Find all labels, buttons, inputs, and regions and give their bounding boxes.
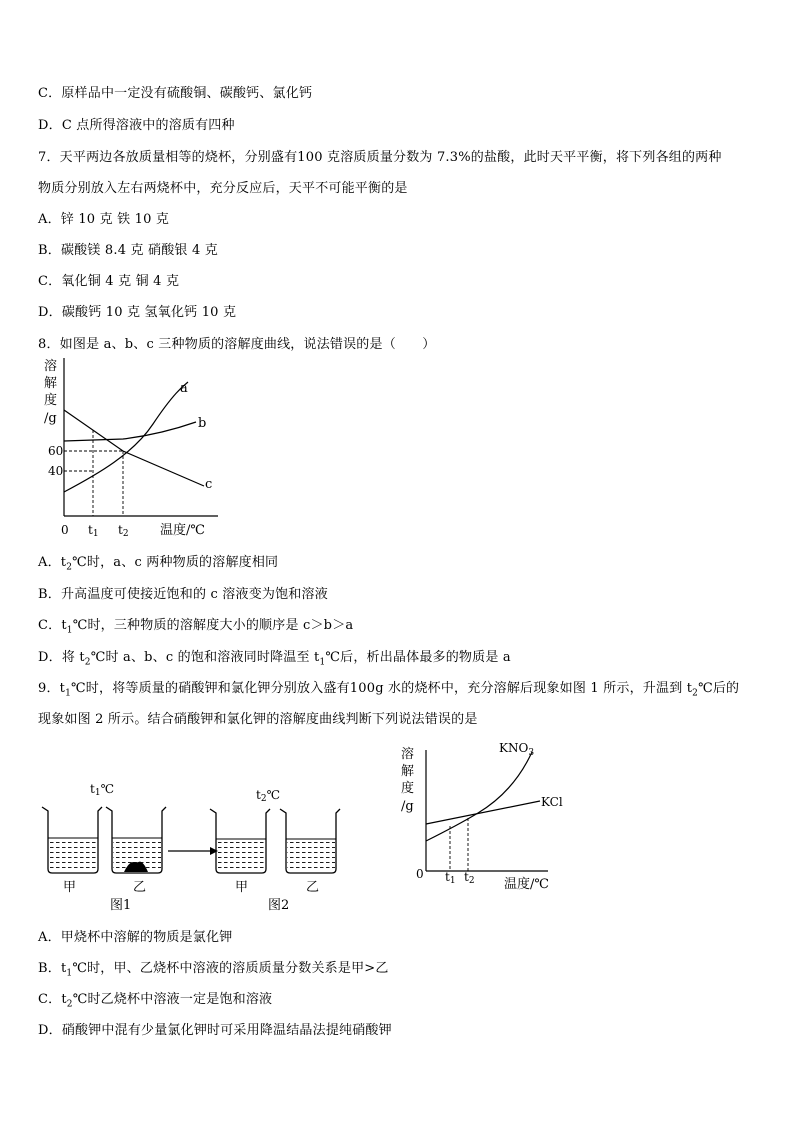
q9-ylabel-2: 解 bbox=[401, 764, 415, 779]
fig1-caption: 图1 bbox=[110, 898, 132, 913]
q7-option-a: A．锌 10 克 铁 10 克 bbox=[38, 212, 170, 227]
q8-ylabel-2: 解 bbox=[44, 376, 58, 391]
q9-curve-kno3 bbox=[426, 752, 532, 841]
q8-option-c: C．$t_1℃$时，三种物质的溶解度大小的顺序是 c＞b＞a bbox=[38, 618, 354, 636]
fig1-label-yi: 乙 bbox=[133, 880, 147, 895]
q8-xtick-t2: t2 bbox=[118, 523, 129, 539]
q7-stem-line2: 物质分别放入左右两烧杯中，充分反应后，天平不可能平衡的是 bbox=[38, 181, 408, 196]
fig2-caption: 图2 bbox=[268, 898, 290, 913]
q9-ylabel-1: 溶 bbox=[401, 747, 415, 762]
q9-ylabel-4: /g bbox=[401, 799, 414, 814]
q6-option-d: D．C 点所得溶液中的溶质有四种 bbox=[38, 118, 235, 133]
q8-solubility-chart bbox=[38, 354, 228, 544]
q6-option-c: C．原样品中一定没有硫酸铜、碳酸钙、氯化钙 bbox=[38, 86, 313, 101]
q8-option-d: D．将 $t_2℃$时 a、b、c 的饱和溶液同时降温至 $t_1℃$后，析出晶体最多的物质是 a bbox=[38, 650, 511, 668]
q9-curve-kno3-label: $KNO_3$ bbox=[499, 741, 535, 758]
q9-option-d: D．硝酸钾中混有少量氯化钾时可采用降温结晶法提纯硝酸钾 bbox=[38, 1023, 392, 1038]
fig2-temp: t2℃ bbox=[256, 788, 280, 804]
q8-ytick-60: 60 bbox=[48, 444, 64, 458]
q8-curve-b-label: b bbox=[198, 416, 207, 431]
q9-curve-kcl bbox=[426, 801, 540, 824]
beaker-yi-fig2 bbox=[280, 809, 340, 873]
q7-option-d: D．碳酸钙 10 克 氢氧化钙 10 克 bbox=[38, 305, 237, 320]
q8-ylabel-3: 度 bbox=[44, 393, 58, 408]
q9-option-c: C．$t_2℃$时乙烧杯中溶液一定是饱和溶液 bbox=[38, 992, 273, 1010]
q8-ylabel-4: /g bbox=[44, 411, 57, 426]
fig1-temp: t1℃ bbox=[90, 782, 114, 798]
q8-option-a: A．$t_2℃$时，a、c 两种物质的溶解度相同 bbox=[38, 555, 279, 573]
q8-curve-a-label: a bbox=[180, 381, 188, 396]
q9-ylabel-3: 度 bbox=[401, 781, 415, 796]
q9-option-a: A．甲烧杯中溶解的物质是氯化钾 bbox=[38, 930, 233, 945]
q9-stem-line1: 9．$t_1℃$时，将等质量的硝酸钾和氯化钾分别放入盛有100g 水的烧杯中，充分溶解后现象如图 1 所示，升温到 $t_2℃$后的 bbox=[38, 681, 740, 699]
q7-stem-line1: 7．天平两边各放质量相等的烧杯，分别盛有100 克溶质质量分数为 7.3%的盐酸，此时天平平衡，将下列各组的两种 bbox=[38, 150, 722, 165]
q9-beaker-figures bbox=[38, 775, 378, 915]
q9-stem-line2: 现象如图 2 所示。结合硝酸钾和氯化钾的溶解度曲线判断下列说法错误的是 bbox=[38, 712, 478, 727]
q8-option-b: B．升高温度可使接近饱和的 c 溶液变为饱和溶液 bbox=[38, 587, 328, 602]
fig2-label-jia: 甲 bbox=[235, 880, 249, 895]
beaker-yi-fig1 bbox=[106, 807, 166, 873]
q9-curve-kcl-label: KCl bbox=[541, 795, 563, 809]
q8-curve-c-label: c bbox=[205, 477, 213, 492]
q8-xtick-t1: t1 bbox=[88, 523, 99, 539]
q9-xlabel: 温度/℃ bbox=[504, 877, 549, 892]
fig2-label-yi: 乙 bbox=[306, 880, 320, 895]
q8-origin: 0 bbox=[61, 523, 69, 537]
beaker-jia-fig1 bbox=[42, 807, 102, 873]
q7-option-b: B．碳酸镁 8.4 克 硝酸银 4 克 bbox=[38, 243, 218, 258]
q7-option-c: C．氧化铜 4 克 铜 4 克 bbox=[38, 274, 180, 289]
q8-stem: 8．如图是 a、b、c 三种物质的溶解度曲线，说法错误的是（ ） bbox=[38, 337, 436, 352]
q9-origin: 0 bbox=[416, 867, 424, 881]
beaker-jia-fig2 bbox=[210, 809, 270, 873]
q8-xlabel: 温度/℃ bbox=[160, 523, 205, 538]
q9-xtick-t2: t2 bbox=[464, 870, 475, 886]
q8-curve-b bbox=[64, 422, 196, 441]
q8-ytick-40: 40 bbox=[48, 464, 64, 478]
q9-option-b: B．$t_1℃$时，甲、乙烧杯中溶液的溶质质量分数关系是甲>乙 bbox=[38, 961, 389, 979]
q9-solubility-chart bbox=[398, 738, 568, 898]
fig1-label-jia: 甲 bbox=[63, 880, 77, 895]
q8-curve-c bbox=[64, 410, 207, 486]
q9-xtick-t1: t1 bbox=[445, 870, 456, 886]
q8-ylabel-1: 溶 bbox=[44, 359, 58, 374]
q8-curve-a bbox=[64, 382, 188, 492]
